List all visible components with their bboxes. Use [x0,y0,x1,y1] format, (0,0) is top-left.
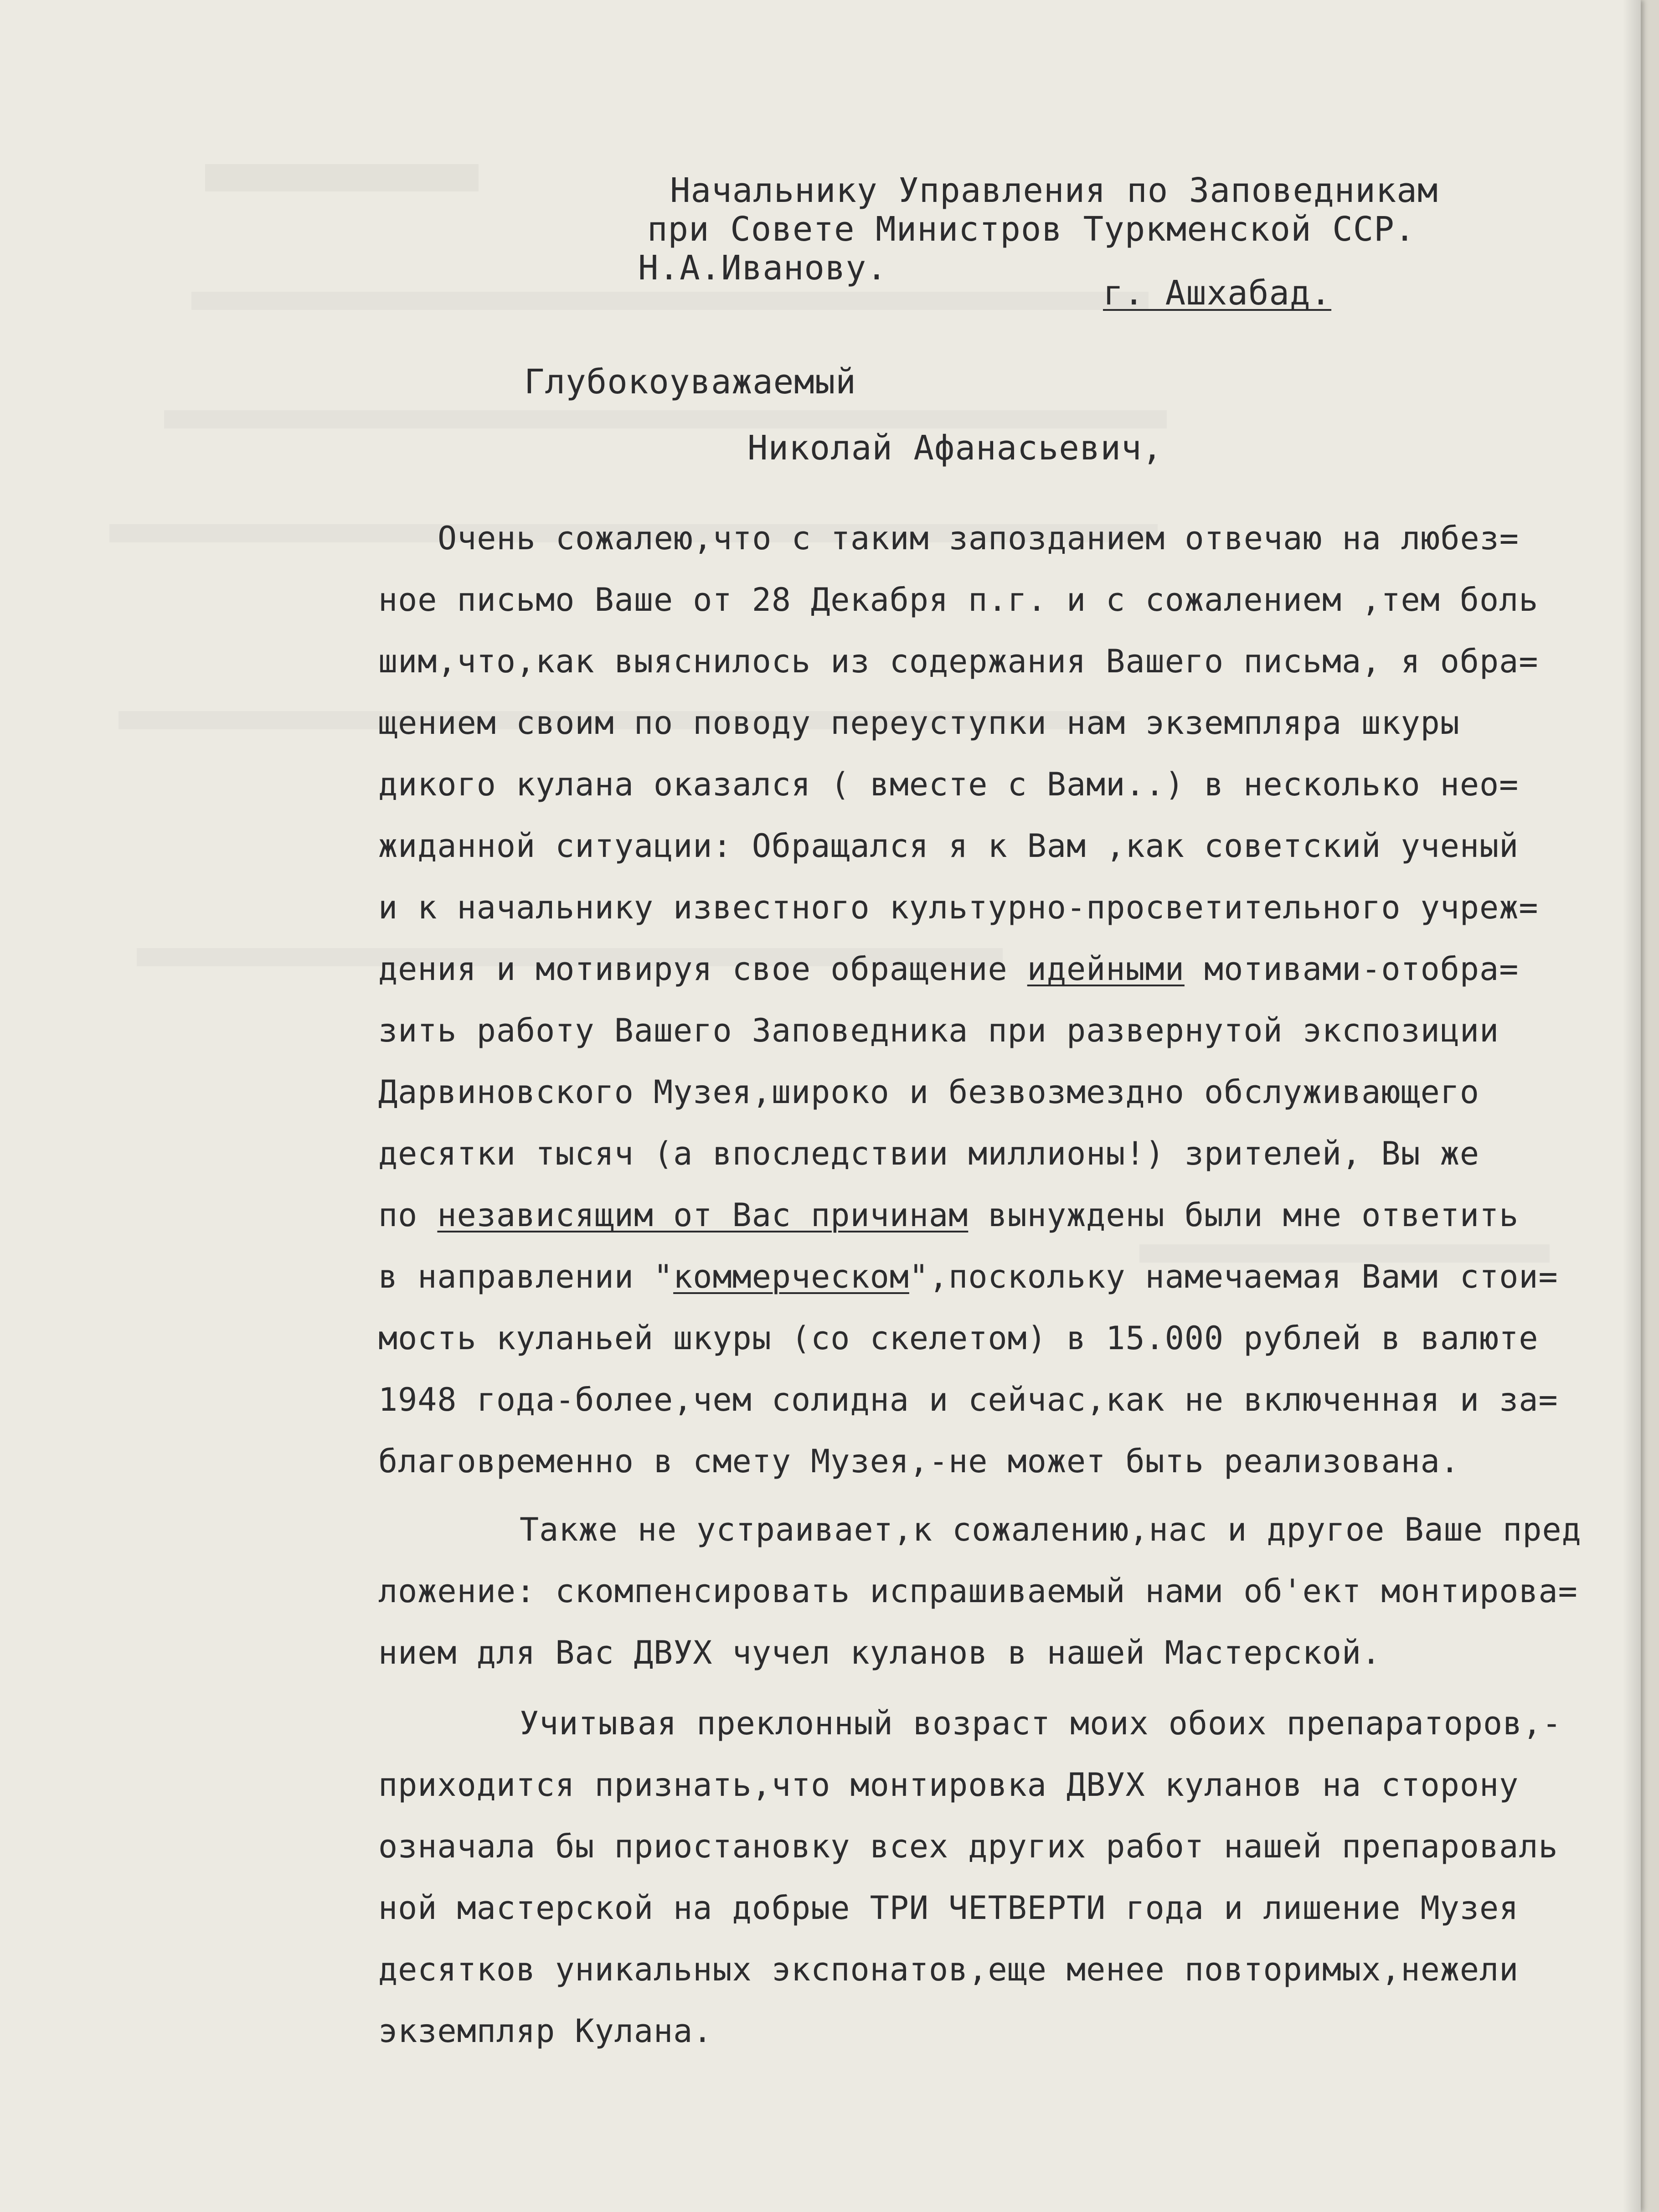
bleed-through-texture [191,292,1149,310]
bleed-through-texture [205,164,479,191]
paragraph-1-line-5: дикого кулана оказался ( вместе с Вами..) в несколько нео= [378,766,1519,803]
paragraph-1-line-12 [378,1185,1519,1245]
paragraph-2-line-2: ложение: скомпенсировать испрашиваемый нами об'ект монтирова= [378,1573,1578,1610]
bleed-through-texture [164,410,1167,428]
underlined-phrase-reasons: независящим от Вас причинам [437,1196,969,1234]
paragraph-3-line-2: приходится признать,что монтировка ДВУХ куланов на сторону [378,1766,1519,1804]
line-13-text-c: ",поскольку намечаемая Вами стои= [909,1258,1558,1295]
paragraph-1-line-16: благовременно в смету Музея,-не может быть реализована. [378,1443,1460,1480]
paragraph-1-line-1: Очень сожалею,что с таким запозданием отвечаю на любез= [438,520,1519,557]
paragraph-3-line-3: означала бы приостановку всех других работ нашей препароваль [378,1828,1558,1865]
paragraph-1-line-11: десятки тысяч (а впоследствии миллионы!) зрителей, Вы же [378,1135,1480,1172]
address-line-2: при Совете Министров Туркменской ССР. [647,210,1416,249]
line-12-text-a: по [378,1196,438,1234]
paragraph-1-line-15: 1948 года-более,чем солидна и сейчас,как не включенная и за= [378,1381,1558,1418]
address-line-1: Начальнику Управления по Заповедникам [670,171,1438,210]
underlined-word-ideynymi: идейными [1027,950,1185,988]
paragraph-1-line-9: зить работу Вашего Заповедника при развернутой экспозиции [378,1012,1499,1049]
paragraph-1-line-6: жиданной ситуации: Обращался я к Вам ,как советский ученый [378,827,1519,865]
paragraph-2-line-3: нием для Вас ДВУХ чучел куланов в нашей Мастерской. [378,1634,1381,1671]
address-city: г. Ашхабад. [1103,273,1332,313]
paragraph-1-line-14: мость куланьей шкуры (со скелетом) в 15.000 рублей в валюте [378,1320,1539,1357]
salutation-line-2: Николай Афанасьевич, [747,428,1163,468]
salutation-line-1: Глубокоуважаемый [524,362,856,402]
paragraph-1-line-3: шим,что,как выяснилось из содержания Вашего письма, я обра= [378,643,1539,680]
line-13-text-a: в направлении " [378,1258,674,1295]
line-8-text-a: дения и мотивируя свое обращение [378,950,1027,988]
paragraph-3-line-5: десятков уникальных экспонатов,еще менее повторимых,нежели [378,1951,1519,1988]
address-line-3: Н.А.Иванову. [638,248,887,288]
paragraph-1-line-4: щением своим по поводу переуступки нам экземпляра шкуры [378,704,1460,742]
paragraph-1-line-2: ное письмо Ваше от 28 Декабря п.г. и с сожалением ,тем боль [378,581,1539,619]
line-12-text-c: вынуждены были мне ответить [968,1196,1519,1234]
underlined-word-commercial: коммерческом [673,1258,909,1295]
paragraph-3-line-6: экземпляр Кулана. [378,2012,713,2050]
paragraph-3-line-4: ной мастерской на добрые ТРИ ЧЕТВЕРТИ года и лишение Музея [378,1889,1519,1927]
paragraph-1-line-7: и к начальнику известного культурно-просветительного учреж= [378,889,1539,926]
paragraph-2-line-1: Также не устраивает,к сожалению,нас и другое Ваше пред [520,1511,1582,1548]
paragraph-1-line-10: Дарвиновского Музея,широко и безвозмездно обслуживающего [378,1073,1480,1111]
paragraph-3-line-1: Учитывая преклонный возраст моих обоих препараторов,- [520,1705,1562,1742]
paragraph-1-line-8 [378,939,1519,999]
paragraph-1-line-13 [378,1247,1558,1307]
line-8-text-c: мотивами-отобра= [1184,950,1519,988]
